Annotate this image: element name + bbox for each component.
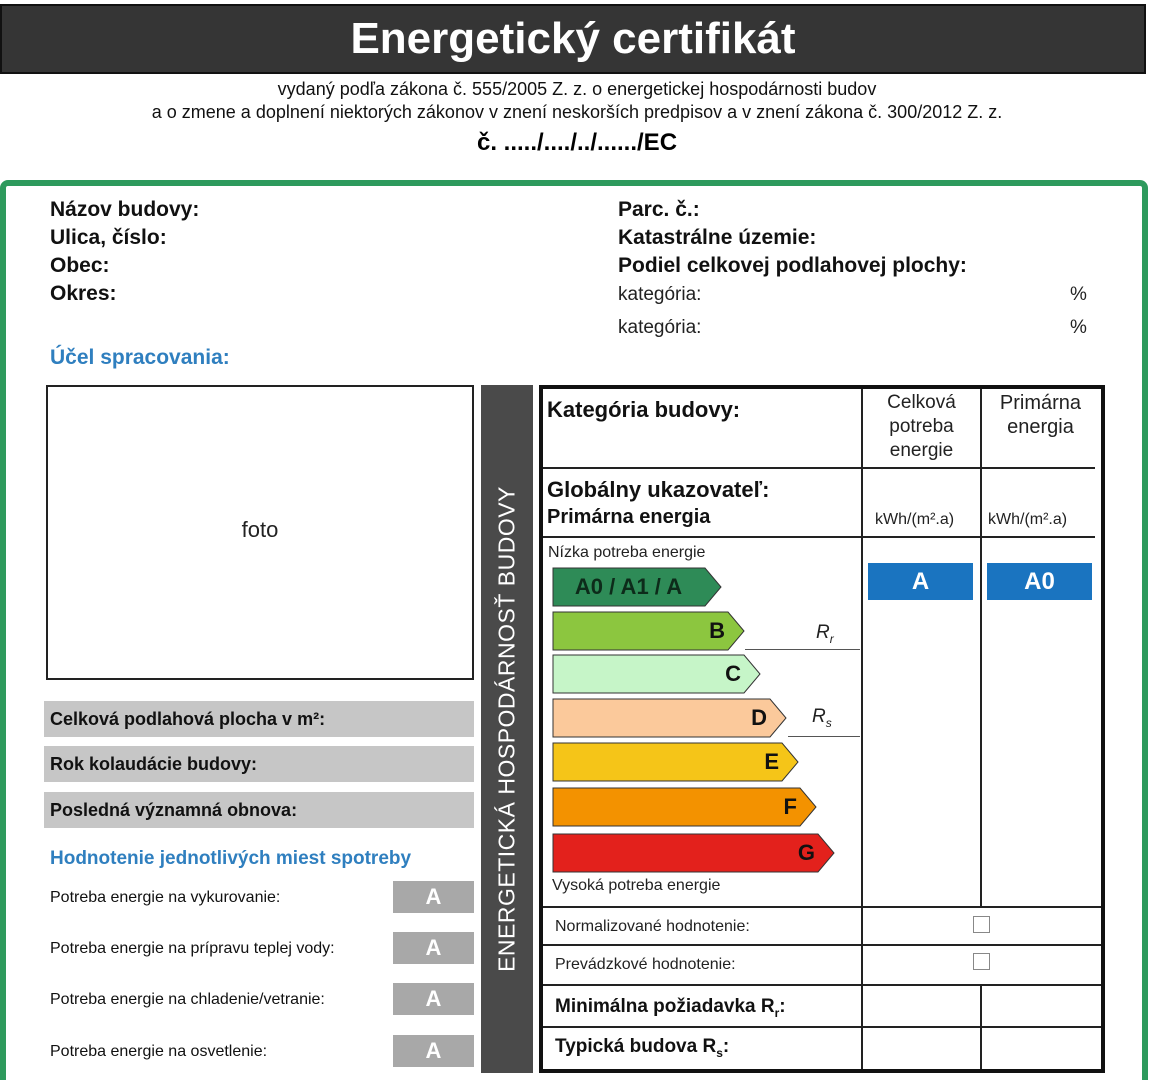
approval-year-row: Rok kolaudácie budovy: [44,746,474,782]
heating-label: Potreba energie na vykurovanie: [50,889,281,906]
normalized-rating-label: Normalizované hodnotenie: [555,918,750,935]
category-percent-1: % [1070,284,1087,305]
street-label: Ulica, číslo: [50,226,167,249]
cooling-label: Potreba energie na chladenie/vetranie: [50,991,325,1008]
primary-energy-heading-line1: Primárna [999,392,1082,414]
table-divider-h2 [543,536,1095,538]
heating-grade-badge: A [393,881,474,913]
typical-building-subscript: s [716,1045,723,1060]
category-percent-2: % [1070,317,1087,338]
hot-water-label: Potreba energie na prípravu teplej vody: [50,940,335,957]
minimum-requirement-text: Minimálna požiadavka R [555,996,775,1017]
rr-symbol: R [816,622,830,643]
parcel-label: Parc. č.: [618,198,700,221]
floor-share-label: Podiel celkovej podlahovej plochy: [618,254,967,277]
rs-symbol: R [812,706,826,727]
minimum-requirement-label: Minimálna požiadavka $R_r$: [555,996,786,1020]
energy-class-label-0: A0 / A1 / A [574,574,683,599]
rs-label [812,706,832,730]
typical-building-label: Typická budova $R_s$: [555,1036,730,1060]
energy-class-label-2: C [725,661,741,686]
operational-rating-label: Prevádzkové hodnotenie: [555,956,736,973]
purpose-heading: Účel spracovania: [50,346,230,369]
total-demand-heading-line1: Celková [887,392,956,413]
primary-energy-result: A0 [987,563,1092,600]
energy-class-label-5: F [783,794,797,819]
certificate-number: č. ...../..../../....../EC [476,129,678,156]
minimum-requirement-subscript: r [774,1005,780,1020]
legal-line-2: a o zmene a doplnení niektorých zákonov v znení neskorších predpisov a v znení zákona č. 300/2012 Z. z. [151,102,1003,122]
unit-total: kWh/(m².a) [875,511,955,528]
rs-line [788,736,860,737]
building-name-label: Názov budovy: [50,198,200,221]
municipality-label: Obec: [50,254,110,277]
primary-energy-heading-line2: energia [1007,416,1074,438]
cadastral-label: Katastrálne územie: [618,226,817,249]
table-divider-h6 [543,1026,1101,1028]
table-divider-h5 [543,984,1101,986]
rs-subscript: s [825,715,832,730]
primary-energy-heading [982,391,1099,439]
table-divider-v4 [980,984,982,1069]
total-demand-result: A [868,563,973,600]
certificate-title: Energetický certifikát [0,4,1146,74]
building-category-label: Kategória budovy: [547,397,741,422]
global-indicator-label: Globálny ukazovateľ: [547,477,770,502]
category-label-2: kategória: [618,317,702,338]
total-demand-heading [863,391,980,463]
photo-label: foto [241,517,279,542]
district-label: Okres: [50,282,117,305]
category-label-1: kategória: [618,284,702,305]
floor-area-row: Celková podlahová plocha v m²: [44,701,474,737]
low-demand-label: Nízka potreba energie [548,544,706,561]
lighting-grade-badge: A [393,1035,474,1067]
last-renovation-row: Posledná významná obnova: [44,792,474,828]
table-divider-v3 [861,906,863,1069]
energy-class-label-6: G [797,840,815,865]
table-divider-h4 [543,944,1101,946]
high-demand-label: Vysoká potreba energie [552,877,721,894]
normalized-rating-checkbox[interactable] [973,916,990,933]
legal-line-1: vydaný podľa zákona č. 555/2005 Z. z. o energetickej hospodárnosti budov [277,79,877,99]
table-divider-h1 [543,467,1095,469]
operational-rating-checkbox[interactable] [973,953,990,970]
energy-class-label-3: D [751,705,767,730]
unit-primary: kWh/(m².a) [988,511,1068,528]
rr-line [745,649,860,650]
table-divider-h3 [543,906,1101,908]
lighting-label: Potreba energie na osvetlenie: [50,1043,268,1060]
cooling-grade-badge: A [393,983,474,1015]
total-demand-heading-line3: energie [889,440,954,461]
rr-label [816,622,834,646]
energy-class-label-1: B [709,618,725,643]
total-demand-heading-line2: potreba [889,416,954,437]
typical-building-text: Typická budova R [555,1036,717,1057]
vertical-label-bar [481,385,533,1073]
hot-water-grade-badge: A [393,932,474,964]
energy-class-label-4: E [764,749,779,774]
rr-subscript: r [829,631,834,646]
vertical-label: ENERGETICKÁ HOSPODÁRNOSŤ BUDOVY [493,486,520,972]
primary-energy-label: Primárna energia [547,506,711,528]
consumption-heading: Hodnotenie jednotlivých miest spotreby [50,848,412,869]
